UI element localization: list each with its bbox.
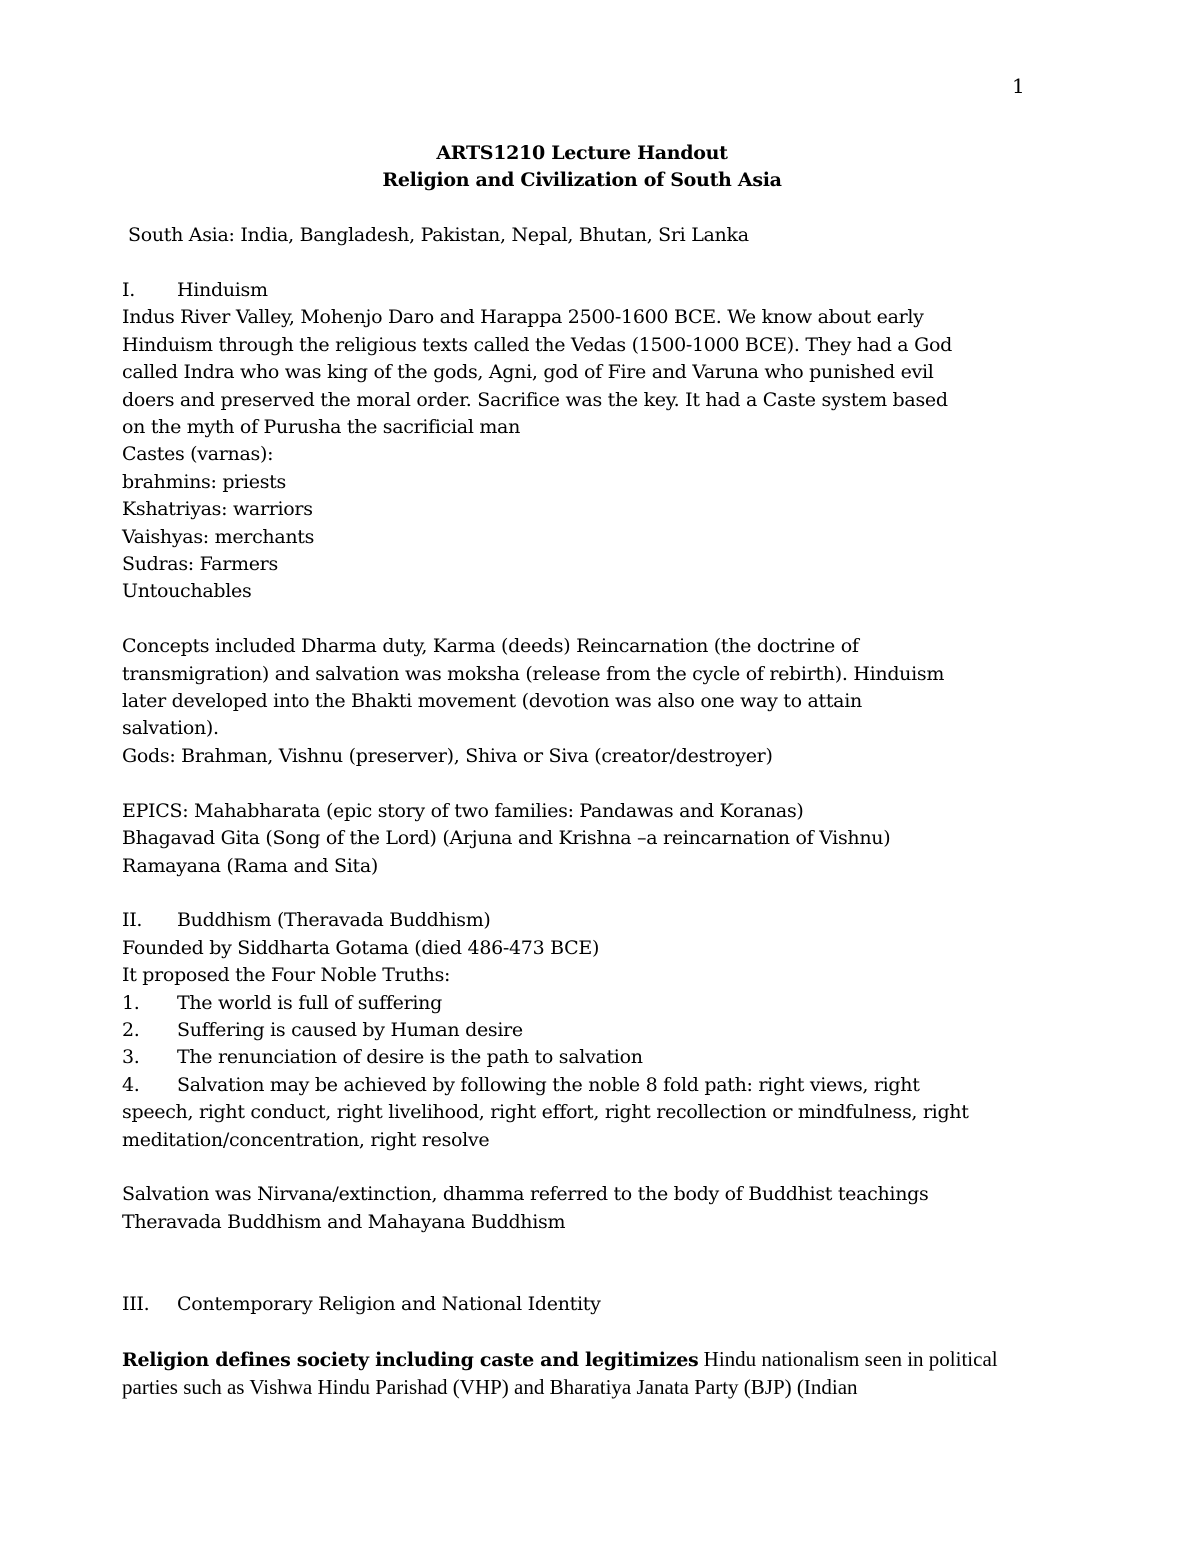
section-number: III. xyxy=(122,1292,150,1315)
section-heading-text: Buddhism (Theravada Buddhism) xyxy=(177,909,491,932)
caste-item: Untouchables xyxy=(122,580,252,603)
list-text: Salvation may be achieved by following the noble 8 fold path: right views, right xyxy=(177,1073,920,1096)
concepts-line: later developed into the Bhakti movement (devotion was also one way to attain xyxy=(122,690,862,713)
paragraph-line: Indus River Valley, Mohenjo Daro and Harappa 2500-1600 BCE. We know about early xyxy=(122,306,924,329)
document-title: ARTS1210 Lecture Handout xyxy=(436,142,728,164)
list-text: Suffering is caused by Human desire xyxy=(177,1018,523,1041)
section-number: II. xyxy=(122,909,143,932)
contemporary-line xyxy=(122,1346,1042,1374)
concepts-line: salvation). xyxy=(122,717,219,740)
epics-line: Ramayana (Rama and Sita) xyxy=(122,854,378,877)
section-heading-text: Hinduism xyxy=(177,279,268,301)
caste-item: Kshatriyas: warriors xyxy=(122,498,313,521)
list-number: 3. xyxy=(122,1046,140,1069)
list-text: The renunciation of desire is the path to salvation xyxy=(177,1046,643,1069)
caste-item: Vaishyas: merchants xyxy=(122,525,315,548)
list-text: The world is full of suffering xyxy=(177,991,442,1014)
noble-truth-item xyxy=(122,990,1042,1017)
document-body xyxy=(122,140,1042,1402)
noble-truth-continuation: speech, right conduct, right livelihood, right effort, right recollection or mindfulness, right xyxy=(122,1101,969,1124)
buddhism-closing-line: Salvation was Nirvana/extinction, dhamma referred to the body of Buddhist teachings xyxy=(122,1183,929,1206)
section-heading-contemporary xyxy=(122,1291,1042,1318)
noble-truth-item xyxy=(122,1072,1042,1099)
gods-line: Gods: Brahman, Vishnu (preserver), Shiva or Siva (creator/destroyer) xyxy=(122,744,773,767)
section-heading-hinduism xyxy=(122,277,1042,304)
lead-rest-text: Hindu nationalism seen in political xyxy=(698,1346,998,1371)
paragraph-line: Hinduism through the religious texts called the Vedas (1500-1000 BCE). They had a God xyxy=(122,333,952,356)
buddhism-line: Founded by Siddharta Gotama (died 486-473 BCE) xyxy=(122,936,600,959)
caste-item: brahmins: priests xyxy=(122,470,286,493)
noble-truth-continuation: meditation/concentration, right resolve xyxy=(122,1128,490,1151)
section-number: I. xyxy=(122,279,135,301)
bold-lead-text: Religion defines society including caste and legitimizes xyxy=(122,1348,699,1371)
list-number: 4. xyxy=(122,1073,140,1096)
epics-line: Bhagavad Gita (Song of the Lord) (Arjuna and Krishna –a reincarnation of Vishnu) xyxy=(122,827,891,850)
concepts-line: transmigration) and salvation was moksha (release from the cycle of rebirth). Hinduism xyxy=(122,662,945,685)
list-number: 1. xyxy=(122,991,140,1014)
paragraph-line: on the myth of Purusha the sacrificial man xyxy=(122,416,521,439)
epics-line: EPICS: Mahabharata (epic story of two families: Pandawas and Koranas) xyxy=(122,799,804,822)
noble-truth-item xyxy=(122,1044,1042,1071)
caste-heading: Castes (varnas): xyxy=(122,443,274,466)
paragraph-line: called Indra who was king of the gods, Agni, god of Fire and Varuna who punished evil xyxy=(122,361,934,384)
document-subtitle: Religion and Civilization of South Asia xyxy=(382,169,782,192)
concepts-line: Concepts included Dharma duty, Karma (deeds) Reincarnation (the doctrine of xyxy=(122,635,859,658)
intro-line: South Asia: India, Bangladesh, Pakistan, Nepal, Bhutan, Sri Lanka xyxy=(128,224,749,247)
section-heading-buddhism xyxy=(122,907,1042,934)
paragraph-line: doers and preserved the moral order. Sacrifice was the key. It had a Caste system based xyxy=(122,388,948,411)
noble-truth-item xyxy=(122,1017,1042,1044)
caste-item: Sudras: Farmers xyxy=(122,553,278,576)
contemporary-line: parties such as Vishwa Hindu Parishad (VHP) and Bharatiya Janata Party (BJP) (Indian xyxy=(122,1375,858,1400)
section-heading-text: Contemporary Religion and National Identity xyxy=(177,1292,601,1315)
page-number: 1 xyxy=(1012,74,1025,98)
buddhism-line: It proposed the Four Noble Truths: xyxy=(122,964,451,987)
list-number: 2. xyxy=(122,1018,140,1041)
buddhism-closing-line: Theravada Buddhism and Mahayana Buddhism xyxy=(122,1210,566,1233)
